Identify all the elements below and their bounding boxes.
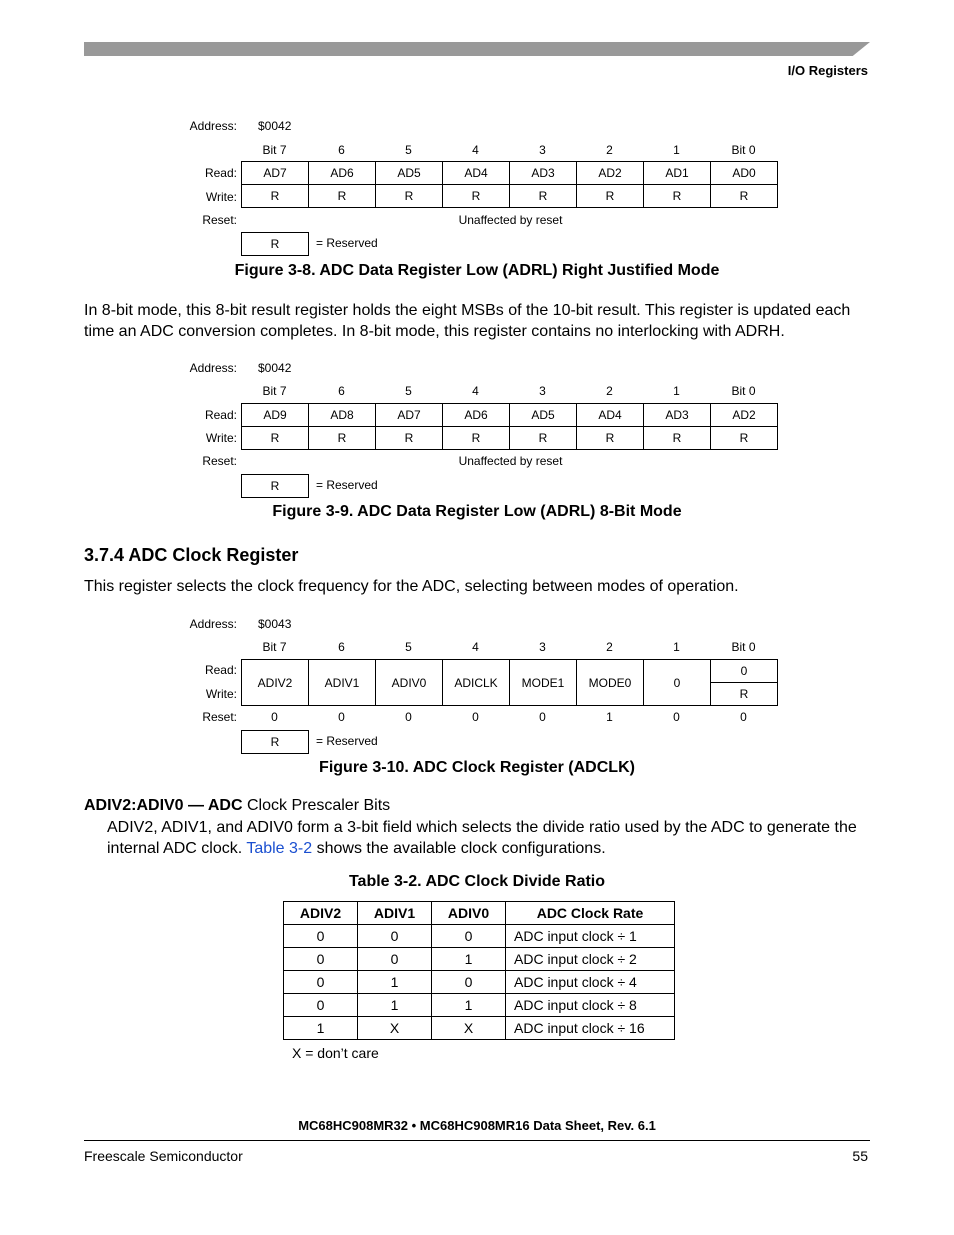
bit-number: 4	[472, 640, 479, 654]
reset-text: Unaffected by reset	[458, 454, 563, 468]
reset-values-row	[241, 710, 777, 724]
field-adiv2: ADIV2	[242, 660, 309, 706]
bit-number: Bit 7	[262, 640, 287, 654]
bit-number-row	[241, 143, 777, 157]
bit-number: 5	[405, 640, 412, 654]
read-label: Read:	[204, 166, 237, 180]
read-cell: AD6	[309, 162, 376, 185]
figure-caption: Figure 3-9. ADC Data Register Low (ADRL) 8-Bit Mode	[272, 503, 682, 520]
table-3-2-link[interactable]: Table 3-2	[246, 840, 313, 857]
table-cell: ADC input clock ÷ 4	[506, 971, 675, 994]
header-bar	[84, 42, 870, 56]
write-row	[242, 427, 778, 450]
table-cell: 1	[358, 994, 432, 1017]
bit-number: 6	[338, 143, 345, 157]
bit-number: Bit 7	[262, 384, 287, 398]
adiv-heading-rest: Clock Prescaler Bits	[242, 797, 391, 814]
write-cell: R	[711, 427, 778, 450]
write-row	[242, 185, 778, 208]
reset-text: Unaffected by reset	[458, 213, 563, 227]
read-cell: AD3	[644, 404, 711, 427]
running-head: I/O Registers	[787, 63, 868, 78]
write-cell: R	[443, 185, 510, 208]
bit0-write-cell: R	[711, 683, 778, 706]
page-number: 55	[852, 1148, 868, 1164]
read-cell: AD5	[376, 162, 443, 185]
bit-number: 1	[673, 143, 680, 157]
write-label: Write:	[205, 190, 237, 204]
paragraph-8bit-mode: In 8-bit mode, this 8-bit result register holds the eight MSBs of the 10-bit result. This register is updated each time an ADC conversion completes. In 8-bit mode, this register contains no interlocking with ADRH.	[84, 302, 851, 340]
read-row	[242, 660, 778, 683]
reset-label: Reset:	[202, 213, 237, 227]
footer-doc-title: MC68HC908MR32 • MC68HC908MR16 Data Sheet, Rev. 6.1	[298, 1118, 656, 1133]
address-value: $0043	[258, 617, 292, 631]
reserved-legend-box: R	[241, 232, 309, 256]
table-cell: 1	[358, 971, 432, 994]
table-cell: 1	[432, 948, 506, 971]
write-cell: R	[443, 427, 510, 450]
bit-number: Bit 0	[731, 143, 756, 157]
register-table	[241, 161, 778, 208]
write-cell: R	[376, 185, 443, 208]
read-cell: AD3	[510, 162, 577, 185]
reset-value: 0	[740, 710, 747, 724]
register-table	[241, 403, 778, 450]
section-heading: 3.7.4 ADC Clock Register	[84, 545, 299, 565]
reset-value: 0	[338, 710, 345, 724]
write-label: Write:	[205, 431, 237, 445]
table-cell: ADC input clock ÷ 2	[506, 948, 675, 971]
read-cell: AD2	[577, 162, 644, 185]
read-cell: AD4	[443, 162, 510, 185]
table-header-row	[284, 902, 675, 925]
bit-number: 2	[606, 384, 613, 398]
reserved-legend-box: R	[241, 730, 309, 754]
table-row	[284, 1017, 675, 1040]
reserved-legend-box: R	[241, 474, 309, 498]
read-label: Read:	[204, 408, 237, 422]
adiv-heading	[84, 797, 390, 815]
field-bit1: 0	[644, 660, 711, 706]
figure-caption: Figure 3-10. ADC Clock Register (ADCLK)	[319, 759, 635, 776]
read-cell: AD9	[242, 404, 309, 427]
table-footnote: X = don’t care	[292, 1045, 379, 1061]
column-header: ADIV2	[284, 902, 358, 925]
footer-company: Freescale Semiconductor	[84, 1148, 243, 1164]
write-label: Write:	[205, 687, 237, 701]
adiv-description	[107, 817, 877, 859]
table-cell: X	[432, 1017, 506, 1040]
write-cell: R	[510, 185, 577, 208]
table-cell: 0	[432, 925, 506, 948]
reset-value: 1	[606, 710, 613, 724]
bit-number: 6	[338, 384, 345, 398]
table-cell: 1	[432, 994, 506, 1017]
field-mode1: MODE1	[510, 660, 577, 706]
reset-value: 0	[271, 710, 278, 724]
read-row	[242, 404, 778, 427]
field-adiv0: ADIV0	[376, 660, 443, 706]
bit0-read-cell: 0	[711, 660, 778, 683]
column-header: ADIV1	[358, 902, 432, 925]
write-cell: R	[510, 427, 577, 450]
address-label: Address:	[189, 361, 237, 375]
adiv-text-before: ADIV2, ADIV1, and ADIV0 form a 3-bit field which selects the divide ratio used by the ADC to generate the internal ADC clock.	[107, 819, 857, 857]
read-cell: AD7	[242, 162, 309, 185]
read-cell: AD1	[644, 162, 711, 185]
read-label: Read:	[204, 663, 237, 677]
table-cell: X	[358, 1017, 432, 1040]
bit-number: Bit 7	[262, 143, 287, 157]
table-cell: 0	[284, 948, 358, 971]
address-label: Address:	[189, 119, 237, 133]
bit-number: 6	[338, 640, 345, 654]
table-cell: ADC input clock ÷ 16	[506, 1017, 675, 1040]
bit-number: 5	[405, 143, 412, 157]
field-mode0: MODE0	[577, 660, 644, 706]
section-intro: This register selects the clock frequency for the ADC, selecting between modes of operation.	[84, 578, 739, 595]
figure-caption: Figure 3-8. ADC Data Register Low (ADRL) Right Justified Mode	[234, 262, 720, 279]
read-cell: AD5	[510, 404, 577, 427]
bit-number-row	[241, 384, 777, 398]
reset-label: Reset:	[202, 710, 237, 724]
bit-number: Bit 0	[731, 640, 756, 654]
read-row	[242, 162, 778, 185]
clock-divide-table	[283, 901, 675, 1040]
table-cell: 0	[358, 925, 432, 948]
bit-number: 4	[472, 143, 479, 157]
write-cell: R	[242, 185, 309, 208]
register-table	[241, 659, 778, 706]
reserved-legend-text: = Reserved	[316, 734, 378, 748]
read-cell: AD2	[711, 404, 778, 427]
reset-value: 0	[405, 710, 412, 724]
read-cell: AD7	[376, 404, 443, 427]
reset-value: 0	[539, 710, 546, 724]
read-cell: AD6	[443, 404, 510, 427]
reset-value: 0	[673, 710, 680, 724]
write-cell: R	[644, 427, 711, 450]
table-cell: 0	[358, 948, 432, 971]
table-cell: 0	[284, 971, 358, 994]
column-header: ADIV0	[432, 902, 506, 925]
read-cell: AD0	[711, 162, 778, 185]
reserved-legend-text: = Reserved	[316, 478, 378, 492]
table-caption: Table 3-2. ADC Clock Divide Ratio	[348, 873, 606, 890]
footer-rule	[84, 1140, 870, 1141]
table-row	[284, 925, 675, 948]
bit-number: 3	[539, 143, 546, 157]
table-row	[284, 971, 675, 994]
reserved-legend-text: = Reserved	[316, 236, 378, 250]
field-adiclk: ADICLK	[443, 660, 510, 706]
read-cell: AD4	[577, 404, 644, 427]
table-row	[284, 994, 675, 1017]
write-cell: R	[711, 185, 778, 208]
table-cell: 0	[284, 994, 358, 1017]
table-cell: 1	[284, 1017, 358, 1040]
table-row	[284, 948, 675, 971]
reset-label: Reset:	[202, 454, 237, 468]
bit-number: 1	[673, 384, 680, 398]
bit-number: 4	[472, 384, 479, 398]
reset-value: 0	[472, 710, 479, 724]
bit-number-row	[241, 640, 777, 654]
table-cell: 0	[432, 971, 506, 994]
table-cell: ADC input clock ÷ 8	[506, 994, 675, 1017]
address-label: Address:	[189, 617, 237, 631]
bit-number: 5	[405, 384, 412, 398]
bit-number: 3	[539, 384, 546, 398]
write-cell: R	[577, 427, 644, 450]
write-cell: R	[577, 185, 644, 208]
bit-number: 1	[673, 640, 680, 654]
table-cell: ADC input clock ÷ 1	[506, 925, 675, 948]
address-value: $0042	[258, 361, 292, 375]
write-cell: R	[644, 185, 711, 208]
read-cell: AD8	[309, 404, 376, 427]
write-cell: R	[309, 427, 376, 450]
table-cell: 0	[284, 925, 358, 948]
bit-number: 2	[606, 640, 613, 654]
write-cell: R	[376, 427, 443, 450]
bit-number: 3	[539, 640, 546, 654]
adiv-heading-bold: ADIV2:ADIV0 — ADC	[84, 797, 243, 814]
bit-number: Bit 0	[731, 384, 756, 398]
address-value: $0042	[258, 119, 292, 133]
adiv-text-after: shows the available clock configurations.	[312, 840, 606, 857]
bit-number: 2	[606, 143, 613, 157]
write-cell: R	[242, 427, 309, 450]
write-cell: R	[309, 185, 376, 208]
field-adiv1: ADIV1	[309, 660, 376, 706]
column-header: ADC Clock Rate	[506, 902, 675, 925]
